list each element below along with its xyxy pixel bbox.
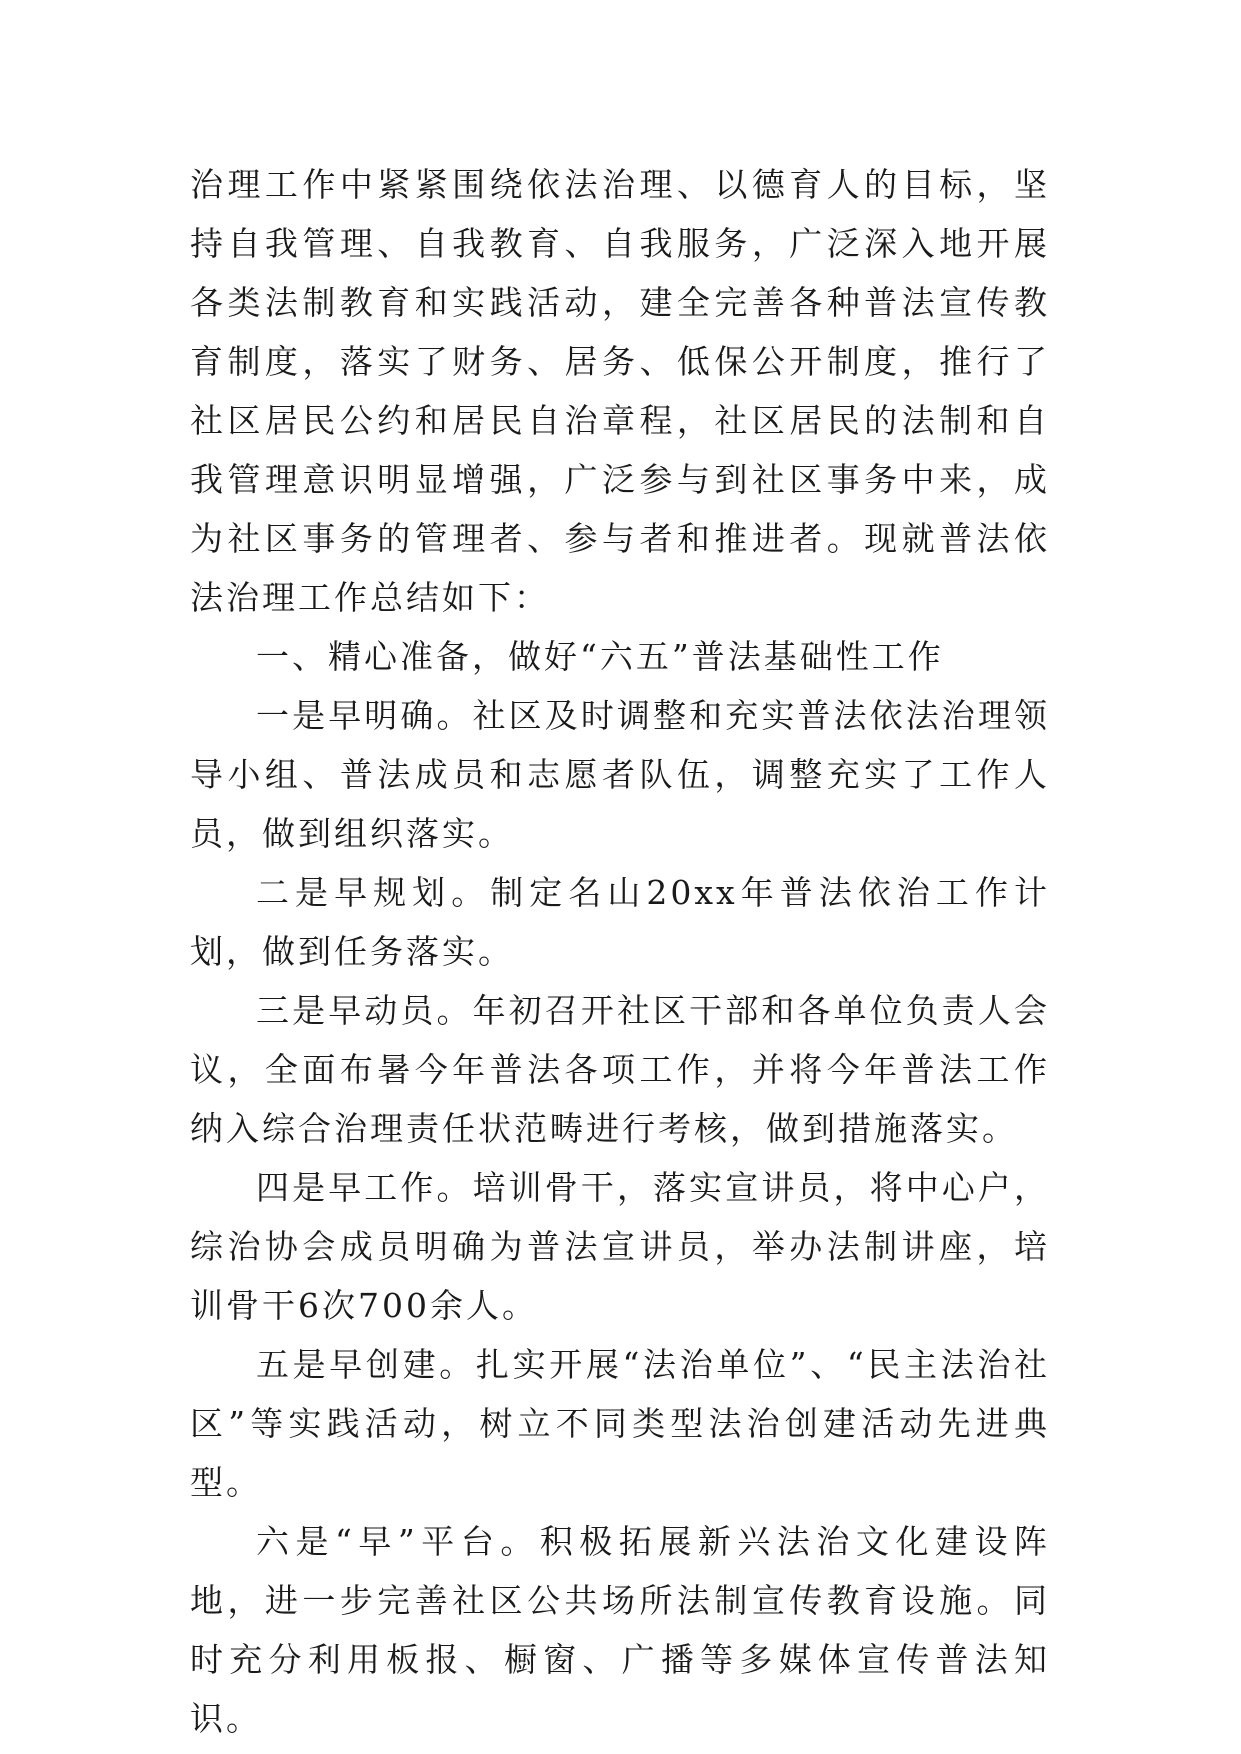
paragraph-item-5: 五是早创建。扎实开展“法治单位”、“民主法治社区”等实践活动，树立不同类型法治创建活动先进典型。: [190, 1345, 1050, 1502]
section-heading-1: 一、精心准备，做好“六五”普法基础性工作: [256, 637, 944, 676]
paragraph-intro: 治理工作中紧紧围绕依法治理、以德育人的目标，坚持自我管理、自我教育、自我服务，广泛深入地开展各类法制教育和实践活动，建全完善各种普法宣传教育制度，落实了财务、居务、低保公开制度，推行了社区居民公约和居民自治章程，社区居民的法制和自我管理意识明显增强，广泛参与到社区事务中来，成为社区事务的管理者、参与者和推进者。现就普法依法治理工作总结如下：: [190, 165, 1050, 617]
paragraph-item-6: 六是“早”平台。积极拓展新兴法治文化建设阵地，进一步完善社区公共场所法制宣传教育设施。同时充分利用板报、橱窗、广播等多媒体宣传普法知识。: [190, 1522, 1050, 1738]
paragraph-item-3: 三是早动员。年初召开社区干部和各单位负责人会议，全面布暑今年普法各项工作，并将今年普法工作纳入综合治理责任状范畴进行考核，做到措施落实。: [190, 991, 1050, 1148]
paragraph-item-4: 四是早工作。培训骨干，落实宣讲员，将中心户，综治协会成员明确为普法宣讲员，举办法制讲座，培训骨干6次700余人。: [190, 1168, 1050, 1325]
document-body: [190, 155, 1050, 1748]
paragraph-item-1: 一是早明确。社区及时调整和充实普法依法治理领导小组、普法成员和志愿者队伍，调整充实了工作人员，做到组织落实。: [190, 696, 1050, 853]
paragraph-item-2: 二是早规划。制定名山20xx年普法依治工作计划，做到任务落实。: [190, 873, 1050, 971]
